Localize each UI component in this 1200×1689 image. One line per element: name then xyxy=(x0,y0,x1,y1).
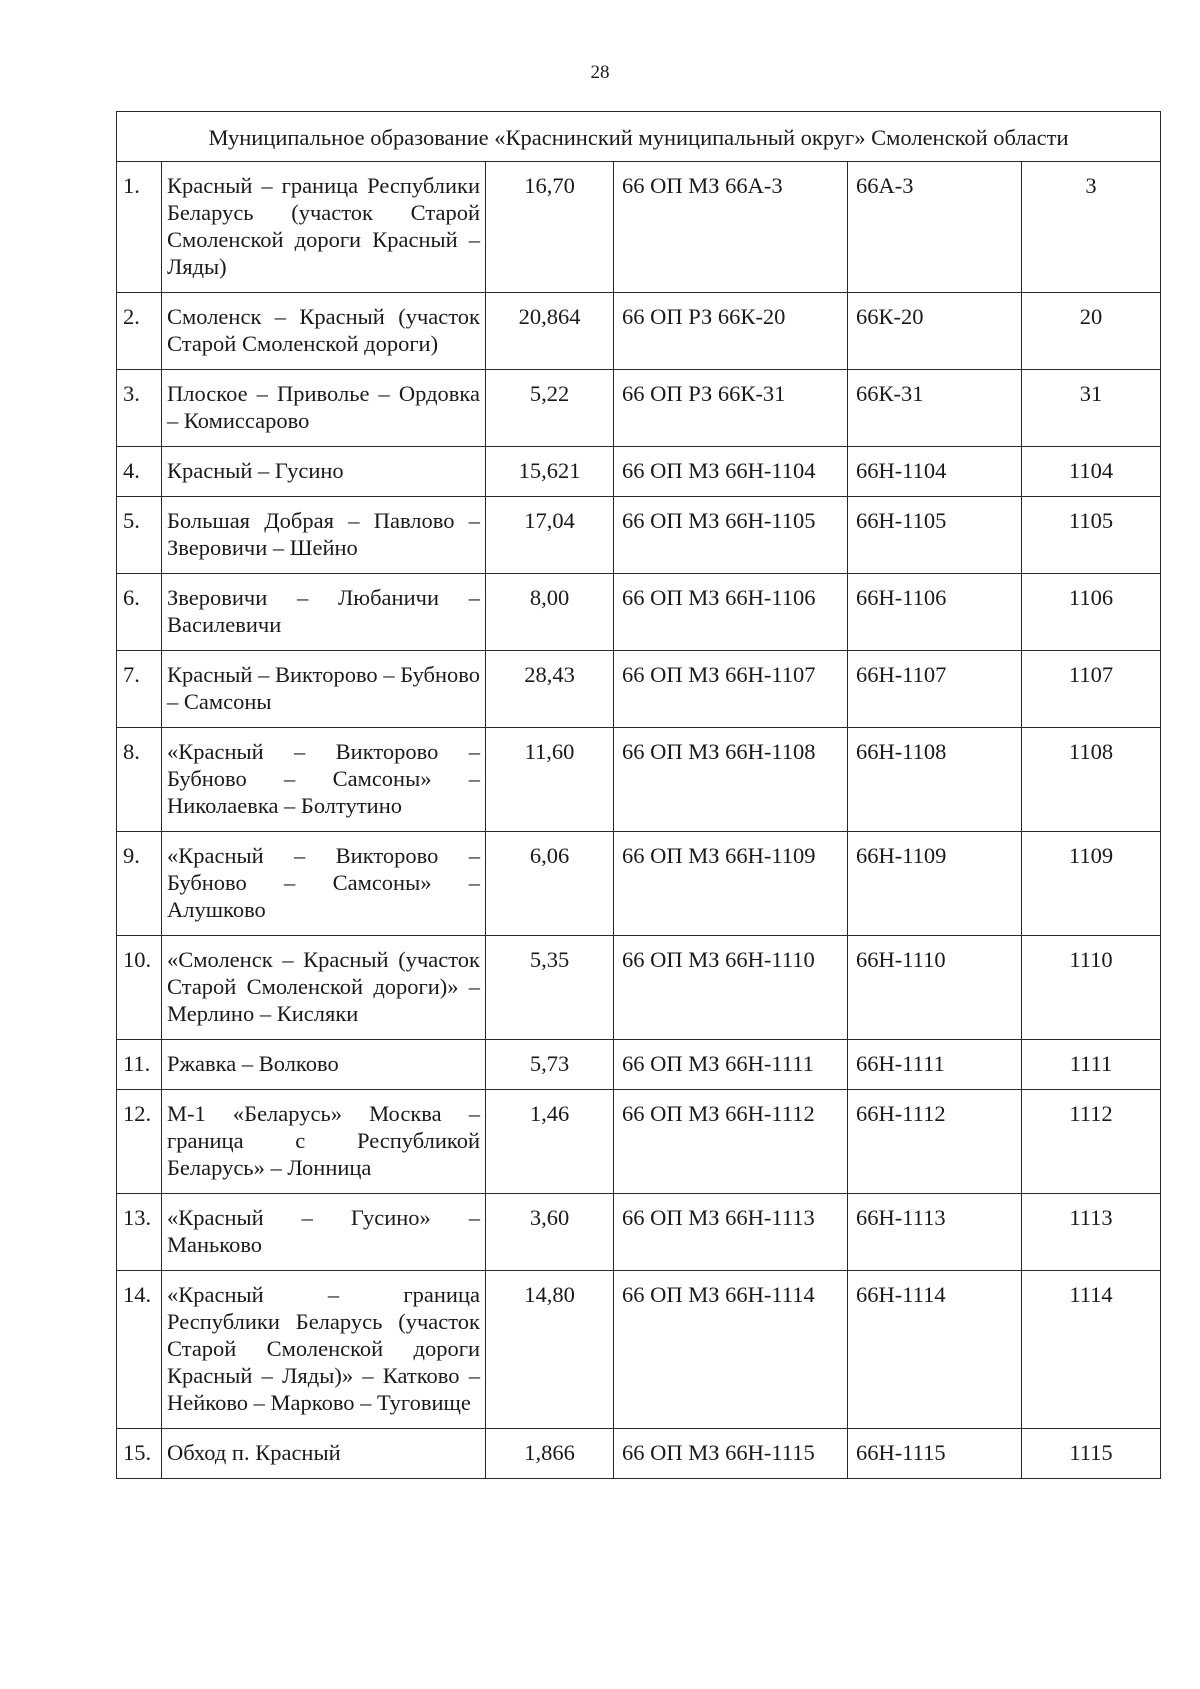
table-row xyxy=(117,162,1161,293)
roads-table xyxy=(116,111,1161,1479)
road-length: 1,866 xyxy=(486,1429,614,1479)
table-row xyxy=(117,832,1161,936)
road-id: 66 ОП МЗ 66Н-1110 xyxy=(614,936,848,1040)
region-header-row xyxy=(117,112,1161,162)
road-name: Плоское – Приволье – Ордовка – Комиссарово xyxy=(162,370,486,447)
road-ref-number: 20 xyxy=(1022,293,1161,370)
road-ref-number: 1114 xyxy=(1022,1271,1161,1429)
row-number: 15. xyxy=(117,1429,162,1479)
road-ref-number: 1112 xyxy=(1022,1090,1161,1194)
road-length: 28,43 xyxy=(486,651,614,728)
road-length: 8,00 xyxy=(486,574,614,651)
road-length: 5,22 xyxy=(486,370,614,447)
road-name: «Красный – Викторово – Бубново – Самсоны» – Алушково xyxy=(162,832,486,936)
road-code: 66Н-1114 xyxy=(848,1271,1022,1429)
road-code: 66К-31 xyxy=(848,370,1022,447)
road-id: 66 ОП РЗ 66К-31 xyxy=(614,370,848,447)
row-number: 9. xyxy=(117,832,162,936)
road-length: 20,864 xyxy=(486,293,614,370)
road-name: Красный – Гусино xyxy=(162,447,486,497)
row-number: 8. xyxy=(117,728,162,832)
road-id: 66 ОП РЗ 66К-20 xyxy=(614,293,848,370)
road-length: 15,621 xyxy=(486,447,614,497)
road-code: 66Н-1113 xyxy=(848,1194,1022,1271)
road-name: Большая Добрая – Павлово – Зверовичи – Шейно xyxy=(162,497,486,574)
road-length: 1,46 xyxy=(486,1090,614,1194)
table-row xyxy=(117,1271,1161,1429)
road-code: 66Н-1110 xyxy=(848,936,1022,1040)
row-number: 6. xyxy=(117,574,162,651)
road-ref-number: 1111 xyxy=(1022,1040,1161,1090)
table-row xyxy=(117,447,1161,497)
row-number: 13. xyxy=(117,1194,162,1271)
row-number: 12. xyxy=(117,1090,162,1194)
road-code: 66Н-1109 xyxy=(848,832,1022,936)
table-row xyxy=(117,1429,1161,1479)
road-code: 66Н-1104 xyxy=(848,447,1022,497)
road-length: 14,80 xyxy=(486,1271,614,1429)
table-row xyxy=(117,574,1161,651)
road-id: 66 ОП МЗ 66Н-1113 xyxy=(614,1194,848,1271)
table-row xyxy=(117,497,1161,574)
road-name: Красный – граница Республики Беларусь (участок Старой Смоленской дороги Красный – Ляды) xyxy=(162,162,486,293)
road-name: «Смоленск – Красный (участок Старой Смоленской дороги)» – Мерлино – Кисляки xyxy=(162,936,486,1040)
table-row xyxy=(117,651,1161,728)
row-number: 4. xyxy=(117,447,162,497)
road-name: Красный – Викторово – Бубново – Самсоны xyxy=(162,651,486,728)
road-ref-number: 1113 xyxy=(1022,1194,1161,1271)
table-row xyxy=(117,1194,1161,1271)
road-ref-number: 1104 xyxy=(1022,447,1161,497)
road-length: 17,04 xyxy=(486,497,614,574)
road-length: 5,35 xyxy=(486,936,614,1040)
row-number: 14. xyxy=(117,1271,162,1429)
page-number: 28 xyxy=(590,62,610,83)
region-title: Муниципальное образование «Краснинский муниципальный округ» Смоленской области xyxy=(117,112,1161,162)
road-code: 66К-20 xyxy=(848,293,1022,370)
road-code: 66Н-1112 xyxy=(848,1090,1022,1194)
row-number: 7. xyxy=(117,651,162,728)
table-row xyxy=(117,728,1161,832)
road-code: 66А-3 xyxy=(848,162,1022,293)
table-row xyxy=(117,293,1161,370)
road-ref-number: 1105 xyxy=(1022,497,1161,574)
road-name: Ржавка – Волково xyxy=(162,1040,486,1090)
road-id: 66 ОП МЗ 66Н-1108 xyxy=(614,728,848,832)
road-id: 66 ОП МЗ 66Н-1111 xyxy=(614,1040,848,1090)
road-name: «Красный – Викторово – Бубново – Самсоны» – Николаевка – Болтутино xyxy=(162,728,486,832)
table-row xyxy=(117,1040,1161,1090)
road-length: 5,73 xyxy=(486,1040,614,1090)
road-length: 3,60 xyxy=(486,1194,614,1271)
road-length: 6,06 xyxy=(486,832,614,936)
road-id: 66 ОП МЗ 66А-3 xyxy=(614,162,848,293)
road-id: 66 ОП МЗ 66Н-1107 xyxy=(614,651,848,728)
road-name: «Красный – граница Республики Беларусь (участок Старой Смоленской дороги Красный – Ляды)» – Катково – Нейково – Марково – Туговище xyxy=(162,1271,486,1429)
road-id: 66 ОП МЗ 66Н-1104 xyxy=(614,447,848,497)
row-number: 11. xyxy=(117,1040,162,1090)
table-row xyxy=(117,370,1161,447)
road-code: 66Н-1111 xyxy=(848,1040,1022,1090)
row-number: 5. xyxy=(117,497,162,574)
road-ref-number: 31 xyxy=(1022,370,1161,447)
row-number: 2. xyxy=(117,293,162,370)
road-id: 66 ОП МЗ 66Н-1109 xyxy=(614,832,848,936)
table-row xyxy=(117,1090,1161,1194)
road-name: Обход п. Красный xyxy=(162,1429,486,1479)
road-code: 66Н-1105 xyxy=(848,497,1022,574)
road-name: Зверовичи – Любаничи – Василевичи xyxy=(162,574,486,651)
road-ref-number: 1115 xyxy=(1022,1429,1161,1479)
row-number: 3. xyxy=(117,370,162,447)
road-id: 66 ОП МЗ 66Н-1105 xyxy=(614,497,848,574)
road-length: 16,70 xyxy=(486,162,614,293)
road-length: 11,60 xyxy=(486,728,614,832)
road-ref-number: 3 xyxy=(1022,162,1161,293)
road-name: М-1 «Беларусь» Москва – граница с Республикой Беларусь» – Лонница xyxy=(162,1090,486,1194)
road-ref-number: 1106 xyxy=(1022,574,1161,651)
row-number: 1. xyxy=(117,162,162,293)
road-name: Смоленск – Красный (участок Старой Смоленской дороги) xyxy=(162,293,486,370)
road-ref-number: 1110 xyxy=(1022,936,1161,1040)
road-code: 66Н-1108 xyxy=(848,728,1022,832)
road-ref-number: 1108 xyxy=(1022,728,1161,832)
road-code: 66Н-1115 xyxy=(848,1429,1022,1479)
road-id: 66 ОП МЗ 66Н-1115 xyxy=(614,1429,848,1479)
row-number: 10. xyxy=(117,936,162,1040)
table-row xyxy=(117,936,1161,1040)
road-code: 66Н-1106 xyxy=(848,574,1022,651)
road-ref-number: 1109 xyxy=(1022,832,1161,936)
road-name: «Красный – Гусино» – Маньково xyxy=(162,1194,486,1271)
road-id: 66 ОП МЗ 66Н-1112 xyxy=(614,1090,848,1194)
road-ref-number: 1107 xyxy=(1022,651,1161,728)
road-code: 66Н-1107 xyxy=(848,651,1022,728)
road-id: 66 ОП МЗ 66Н-1114 xyxy=(614,1271,848,1429)
road-id: 66 ОП МЗ 66Н-1106 xyxy=(614,574,848,651)
